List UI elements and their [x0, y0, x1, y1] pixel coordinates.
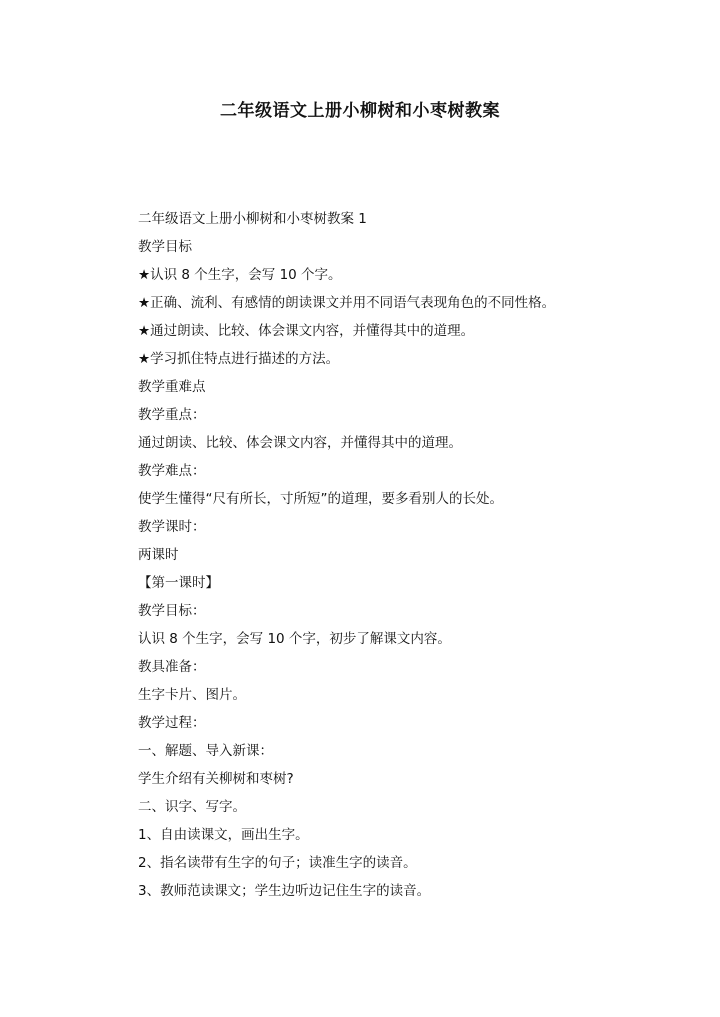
paragraph-line: 2、指名读带有生字的句子；读准生字的读音。 [138, 855, 417, 871]
document-body [138, 205, 698, 905]
paragraph-line: 教学重点： [138, 407, 206, 423]
paragraph-line: 3、教师范读课文；学生边听边记住生字的读音。 [138, 883, 431, 899]
paragraph-line: 1、自由读课文，画出生字。 [138, 827, 309, 843]
paragraph-line: 两课时 [138, 547, 179, 563]
paragraph-line: 通过朗读、比较、体会课文内容，并懂得其中的道理。 [138, 435, 462, 451]
paragraph-line: 教学过程： [138, 715, 206, 731]
paragraph-line: 二、识字、写字。 [138, 799, 246, 815]
paragraph-line: ★学习抓住特点进行描述的方法。 [138, 351, 340, 367]
paragraph-line: 教学目标： [138, 603, 206, 619]
paragraph-line: ★认识 8 个生字，会写 10 个字。 [138, 267, 342, 283]
paragraph-line: 一、解题、导入新课： [138, 743, 273, 759]
paragraph-line: ★通过朗读、比较、体会课文内容，并懂得其中的道理。 [138, 323, 475, 339]
paragraph-line: 教学难点： [138, 463, 206, 479]
paragraph-line: 认识 8 个生字，会写 10 个字，初步了解课文内容。 [138, 631, 451, 647]
paragraph-line: 生字卡片、图片。 [138, 687, 246, 703]
paragraph-line: ★正确、流利、有感情的朗读课文并用不同语气表现角色的不同性格。 [138, 295, 556, 311]
document-title: 二年级语文上册小柳树和小枣树教案 [220, 101, 500, 121]
paragraph-line: 使学生懂得“尺有所长，寸所短”的道理，要多看别人的长处。 [138, 491, 503, 507]
paragraph-line: 教学课时： [138, 519, 206, 535]
paragraph-line: 【第一课时】 [138, 575, 219, 591]
section-heading: 二年级语文上册小柳树和小枣树教案 1 [138, 211, 367, 227]
paragraph-line: 学生介绍有关柳树和枣树? [138, 771, 294, 787]
paragraph-line: 教学目标 [138, 239, 192, 255]
paragraph-line: 教学重难点 [138, 379, 206, 395]
paragraph-line: 教具准备： [138, 659, 206, 675]
